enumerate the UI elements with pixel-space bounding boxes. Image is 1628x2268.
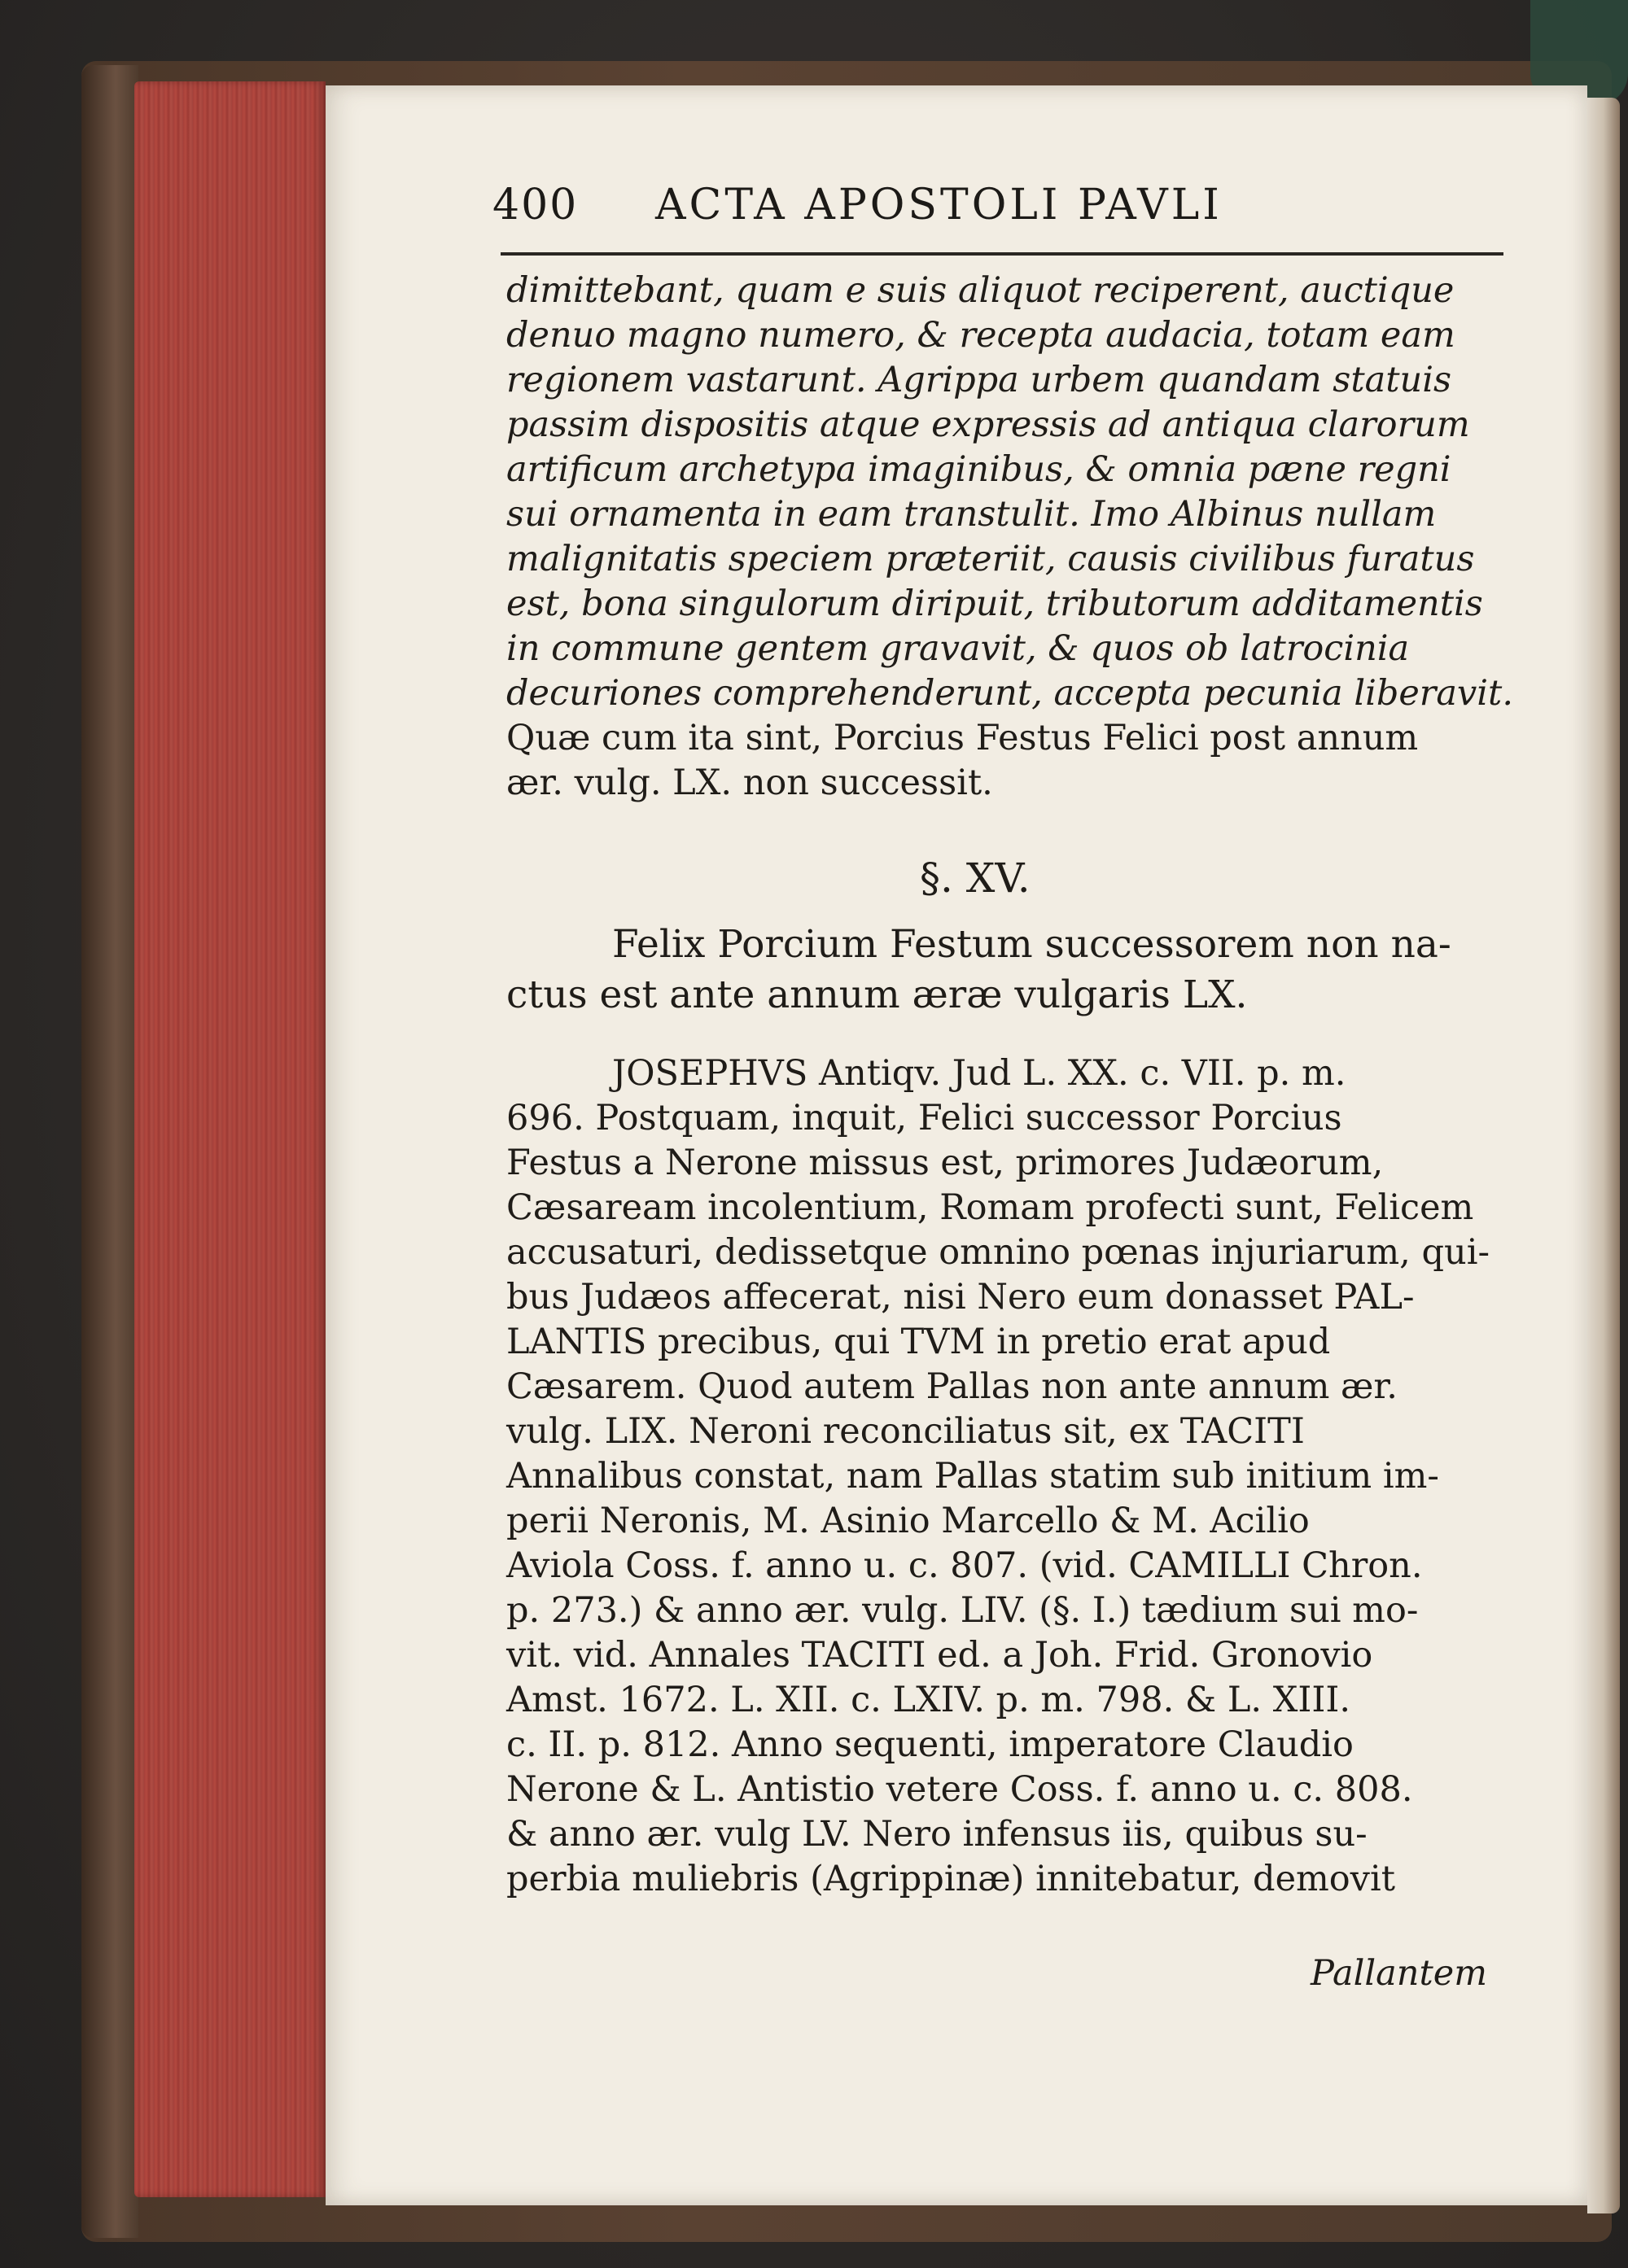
running-title: ACTA APOSTOLI PAVLI	[655, 181, 1223, 229]
text-line: in commune gentem gravavit, & quos ob latrocinia	[506, 628, 1410, 669]
catchword: Pallantem	[1311, 1953, 1487, 1994]
text-line: artificum archetypa imaginibus, & omnia pæne regni	[506, 449, 1451, 490]
text-line: vulg. LIX. Neroni reconciliatus sit, ex TACITI	[506, 1411, 1305, 1452]
text-line: perii Neronis, M. Asinio Marcello & M. Acilio	[506, 1501, 1310, 1541]
text-line: ctus est ante annum æræ vulgaris LX.	[506, 972, 1248, 1017]
text-line: p. 273.) & anno ær. vulg. LIV. (§. I.) tædium sui mo-	[506, 1590, 1419, 1631]
text-line: c. II. p. 812. Anno sequenti, imperatore Claudio	[506, 1724, 1354, 1765]
paragraph-roman	[506, 716, 1512, 806]
text-line: perbia muliebris (Agrippinæ) innitebatur, demovit	[506, 1859, 1396, 1899]
text-line: Felix Porcium Festum successorem non na-	[612, 922, 1451, 967]
text-line: accusaturi, dedissetque omnino pœnas injuriarum, qui-	[506, 1232, 1490, 1273]
text-line: est, bona singulorum diripuit, tributorum additamentis	[506, 583, 1483, 624]
paragraph-italic	[506, 269, 1512, 716]
text-line: dimittebant, quam e suis aliquot reciperent, auctique	[506, 270, 1455, 311]
page-number: 400	[492, 181, 579, 229]
text-line: sui ornamenta in eam transtulit. Imo Albinus nullam	[506, 494, 1437, 535]
text-line: denuo magno numero, & recepta audacia, totam eam	[506, 315, 1455, 356]
text-line: Festus a Nerone missus est, primores Judæorum,	[506, 1143, 1384, 1183]
header-rule	[501, 252, 1503, 256]
right-page-edge	[1587, 98, 1620, 2213]
text-line: JOSEPHVS Antiqv. Jud L. XX. c. VII. p. m.	[612, 1053, 1346, 1094]
red-page-edges	[134, 81, 326, 2197]
text-line: Nerone & L. Antistio vetere Coss. f. anno u. c. 808.	[506, 1769, 1413, 1810]
text-line: Quæ cum ita sint, Porcius Festus Felici post annum	[506, 718, 1419, 758]
text-line: decuriones comprehenderunt, accepta pecunia liberavit.	[506, 673, 1513, 714]
section-summary	[506, 920, 1512, 1020]
text-line: bus Judæos affecerat, nisi Nero eum donasset PAL-	[506, 1277, 1415, 1318]
text-line: regionem vastarunt. Agrippa urbem quandam statuis	[506, 360, 1452, 400]
text-line: Cæsaream incolentium, Romam profecti sunt, Felicem	[506, 1187, 1474, 1228]
text-line: Annalibus constat, nam Pallas statim sub initium im-	[506, 1456, 1439, 1497]
text-line: LANTIS precibus, qui TVM in pretio erat apud	[506, 1322, 1331, 1362]
text-line: & anno ær. vulg LV. Nero infensus iis, quibus su-	[506, 1814, 1368, 1855]
section-heading: §. XV.	[920, 854, 1031, 902]
text-line: ær. vulg. LX. non successit.	[506, 763, 993, 803]
text-line: passim dispositis atque expressis ad antiqua clarorum	[506, 404, 1470, 445]
page-header	[492, 181, 1510, 242]
text-line: vit. vid. Annales TACITI ed. a Joh. Frid. Gronovio	[506, 1635, 1373, 1676]
text-line: Amst. 1672. L. XII. c. LXIV. p. m. 798. & L. XIII.	[506, 1680, 1350, 1720]
paragraph-josephus	[506, 1051, 1512, 1902]
cover-edge	[81, 65, 138, 2238]
text-line: malignitatis speciem præteriit, causis civilibus furatus	[506, 539, 1475, 579]
text-line: Aviola Coss. f. anno u. c. 807. (vid. CAMILLI Chron.	[506, 1545, 1423, 1586]
text-line: 696. Postquam, inquit, Felici successor Porcius	[506, 1098, 1342, 1138]
text-line: Cæsarem. Quod autem Pallas non ante annum ær.	[506, 1366, 1398, 1407]
